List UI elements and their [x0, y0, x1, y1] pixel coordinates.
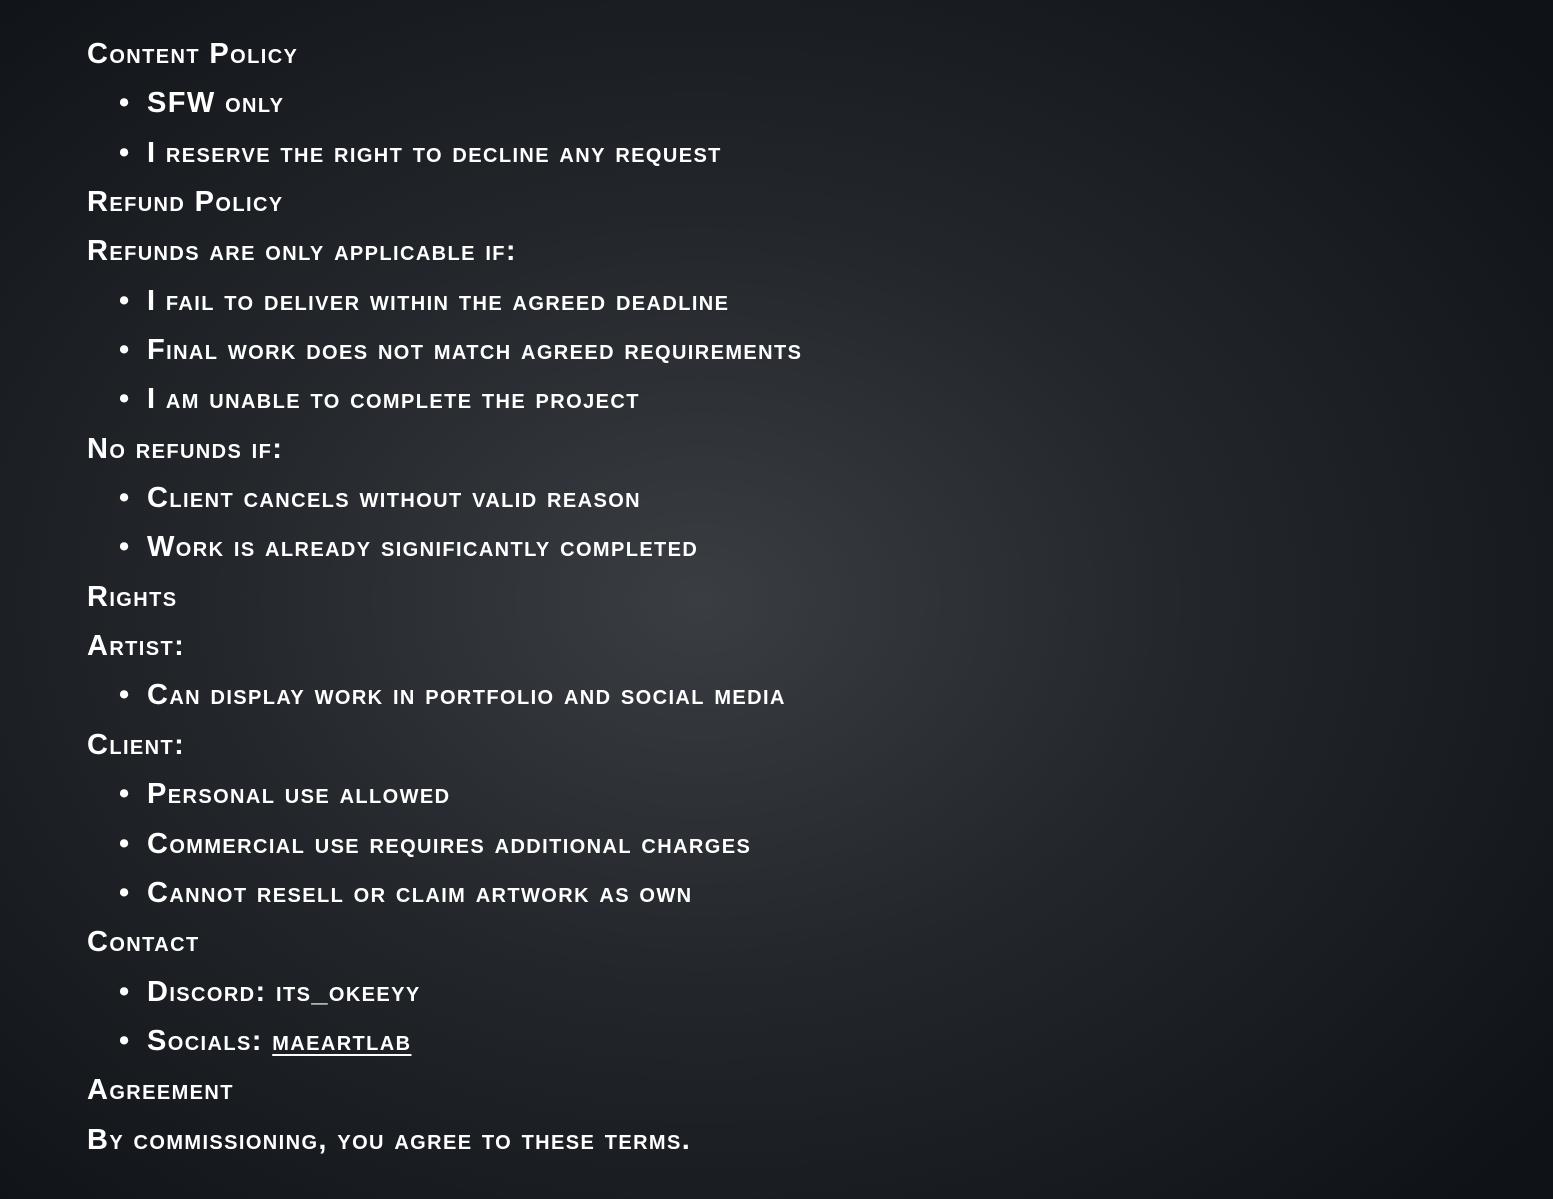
bullet-icon: •: [119, 975, 131, 1008]
agreement-text: By commissioning, you agree to these terms.: [87, 1123, 692, 1156]
list-item: • Work is already significantly completed: [87, 523, 1487, 572]
list-item: • Final work does not match agreed requirements: [87, 326, 1487, 375]
content-policy-heading: Content Policy: [87, 38, 299, 70]
bullet-icon: •: [119, 136, 131, 169]
bullet-icon: •: [119, 876, 131, 909]
bullet-icon: •: [119, 284, 131, 317]
list-item: • SFW only: [87, 79, 1487, 128]
bullet-icon: •: [119, 334, 131, 367]
terms-document: [87, 30, 1487, 1165]
client-label: Client:: [87, 728, 186, 761]
bullet-icon: •: [119, 679, 131, 712]
bullet-icon: •: [119, 827, 131, 860]
list-item: [87, 968, 1487, 1017]
bullet-icon: •: [119, 482, 131, 515]
socials-link[interactable]: maeartlab: [272, 1024, 412, 1057]
bullet-icon: •: [119, 531, 131, 564]
discord-contact: Discord: its_okeeyy: [147, 975, 421, 1008]
agreement-heading: Agreement: [87, 1074, 234, 1107]
bullet-icon: •: [119, 778, 131, 811]
list-item: • I reserve the right to decline any request: [87, 129, 1487, 178]
list-item: • Commercial use requires additional charges: [87, 820, 1487, 869]
bullet-icon: •: [119, 87, 131, 120]
list-item: • Personal use allowed: [87, 770, 1487, 819]
list-item: • Cannot resell or claim artwork as own: [87, 869, 1487, 918]
bullet-icon: •: [119, 1024, 131, 1057]
bullet-icon: •: [119, 383, 131, 416]
refund-policy-heading: Refund Policy: [87, 186, 284, 219]
no-refund-intro: No refunds if:: [87, 432, 284, 465]
list-item: • I am unable to complete the project: [87, 375, 1487, 424]
refund-applicable-intro: Refunds are only applicable if:: [87, 235, 517, 268]
list-item: • Client cancels without valid reason: [87, 474, 1487, 523]
artist-label: Artist:: [87, 630, 186, 663]
list-item: • Can display work in portfolio and social media: [87, 671, 1487, 720]
contact-heading: Contact: [87, 926, 200, 959]
rights-heading: Rights: [87, 580, 178, 613]
list-item: • I fail to deliver within the agreed deadline: [87, 277, 1487, 326]
socials-label: Socials:: [147, 1024, 273, 1057]
list-item: [87, 1017, 1487, 1066]
